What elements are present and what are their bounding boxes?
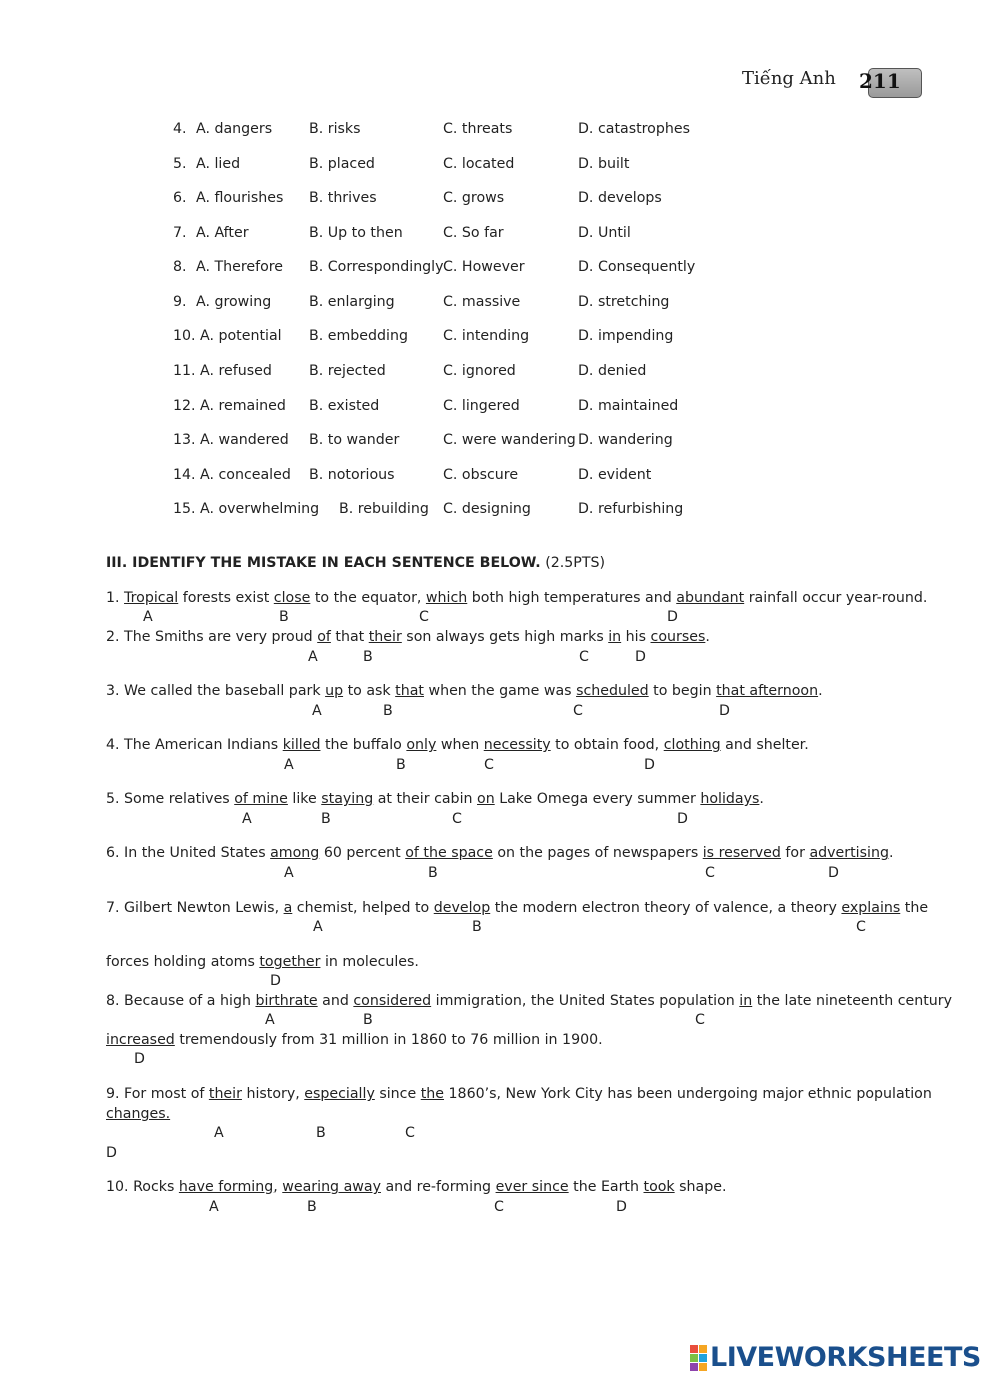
option-d: D. built	[578, 156, 630, 172]
text-segment: .	[705, 629, 710, 645]
underlined-segment: scheduled	[576, 683, 649, 699]
option-c: C. So far	[443, 225, 504, 241]
text-segment: 2. The Smiths are very proud	[106, 629, 318, 645]
answer-label-b: B	[363, 1012, 373, 1028]
text-segment: chemist, helped to	[292, 900, 434, 916]
text-segment: that	[330, 629, 369, 645]
answer-label-c: C	[484, 757, 494, 773]
text-segment: the buffalo	[320, 737, 407, 753]
underlined-segment: in	[608, 629, 622, 645]
answer-label-b: B	[383, 703, 393, 719]
text-segment: in molecules.	[320, 954, 419, 970]
sentence-line	[106, 683, 823, 699]
underlined-segment: took	[643, 1179, 675, 1195]
option-a: A. flourishes	[196, 190, 284, 206]
option-a: A. overwhelming	[200, 501, 320, 517]
option-c: C. ignored	[443, 363, 516, 379]
option-b: B. risks	[309, 121, 361, 137]
text-segment: to begin	[648, 683, 717, 699]
section-points: (2.5PTS)	[545, 555, 606, 571]
text-segment: and re-forming	[380, 1179, 496, 1195]
text-segment: at their cabin	[373, 791, 478, 807]
text-segment: immigration, the United States population	[431, 993, 740, 1009]
answer-label-a: A	[284, 757, 294, 773]
text-segment: 10. Rocks	[106, 1179, 179, 1195]
underlined-segment: in	[739, 993, 753, 1009]
text-segment: his	[621, 629, 651, 645]
page-number: 211	[859, 69, 901, 93]
text-segment: son always gets high marks	[401, 629, 609, 645]
text-segment: 1.	[106, 590, 125, 606]
answer-label-a: A	[209, 1199, 219, 1215]
option-d: D. Consequently	[578, 259, 696, 275]
section-heading: III. IDENTIFY THE MISTAKE IN EACH SENTENCE BELOW.	[106, 555, 541, 571]
answer-label-c: C	[579, 649, 589, 665]
answer-label-c: C	[452, 811, 462, 827]
text-segment: .	[759, 791, 764, 807]
text-segment: 8. Because of a high	[106, 993, 256, 1009]
answer-label-c: C	[705, 865, 715, 881]
sentence-line	[106, 1086, 932, 1102]
answer-label-b: B	[316, 1125, 326, 1141]
underlined-segment: explains	[841, 900, 901, 916]
logo-mark-icon	[690, 1345, 707, 1371]
sentence-line	[106, 1179, 726, 1195]
answer-label-d: D	[134, 1051, 145, 1067]
answer-label-d: D	[719, 703, 730, 719]
text-segment: 3. We called the baseball park	[106, 683, 326, 699]
sentence-line	[106, 590, 927, 606]
sentence-line	[106, 737, 809, 753]
underlined-segment: on	[477, 791, 495, 807]
text-segment: when	[436, 737, 484, 753]
option-d: D. refurbishing	[578, 501, 684, 517]
option-b: B. rebuilding	[339, 501, 429, 517]
text-segment: rainfall occur year-round.	[744, 590, 928, 606]
underlined-segment: ever since	[495, 1179, 569, 1195]
subject-title: Tiếng Anh	[742, 68, 836, 89]
option-a: A. After	[196, 225, 249, 241]
option-number: 7.	[173, 225, 187, 241]
answer-label-d: D	[616, 1199, 627, 1215]
option-a: A. refused	[200, 363, 272, 379]
option-d: D. wandering	[578, 432, 673, 448]
underlined-segment: that afternoon	[716, 683, 819, 699]
option-c: C. obscure	[443, 467, 519, 483]
text-segment: to ask	[343, 683, 396, 699]
answer-label-c: C	[419, 609, 429, 625]
underlined-segment: necessity	[483, 737, 551, 753]
section-title	[106, 555, 605, 571]
sentence-line	[106, 1106, 170, 1122]
sentence-line	[106, 791, 764, 807]
text-segment: forests exist	[178, 590, 274, 606]
answer-label-a: A	[284, 865, 294, 881]
underlined-segment: of the space	[405, 845, 493, 861]
text-segment: the	[900, 900, 929, 916]
text-segment: shape.	[674, 1179, 727, 1195]
sentence-line	[106, 993, 952, 1009]
underlined-segment: abundant	[676, 590, 745, 606]
sentence-line	[106, 954, 419, 970]
option-d: D. maintained	[578, 398, 679, 414]
option-a: A. dangers	[196, 121, 273, 137]
option-c: C. However	[443, 259, 525, 275]
text-segment: .	[888, 845, 894, 861]
option-b: B. placed	[309, 156, 375, 172]
answer-label-a: A	[313, 919, 323, 935]
answer-label-a: A	[265, 1012, 275, 1028]
option-c: C. massive	[443, 294, 521, 310]
sentence-line	[106, 629, 710, 645]
option-c: C. located	[443, 156, 515, 172]
option-d: D. develops	[578, 190, 662, 206]
option-b: B. thrives	[309, 190, 377, 206]
option-a: A. wandered	[200, 432, 289, 448]
liveworksheets-logo	[690, 1342, 981, 1373]
option-c: C. were wandering	[443, 432, 576, 448]
option-b: B. rejected	[309, 363, 386, 379]
option-a: A. potential	[200, 328, 282, 344]
logo-text: LIVEWORKSHEETS	[710, 1342, 981, 1373]
underlined-segment: of	[317, 629, 331, 645]
option-c: C. designing	[443, 501, 531, 517]
option-d: D. stretching	[578, 294, 670, 310]
option-number: 10.	[173, 328, 196, 344]
underlined-segment: that	[395, 683, 424, 699]
text-segment: history,	[241, 1086, 305, 1102]
option-number: 14.	[173, 467, 196, 483]
text-segment: and shelter.	[720, 737, 809, 753]
option-a: A. remained	[200, 398, 286, 414]
text-segment: tremendously from 31 million in 1860 to 76 million in 1900.	[174, 1032, 603, 1048]
option-b: B. Correspondingly	[309, 259, 444, 275]
answer-label-c: C	[856, 919, 866, 935]
option-b: B. notorious	[309, 467, 395, 483]
underlined-segment: especially	[304, 1086, 375, 1102]
option-number: 4.	[173, 121, 187, 137]
text-segment: since	[374, 1086, 421, 1102]
answer-label-a: A	[214, 1125, 224, 1141]
answer-label-b: B	[428, 865, 438, 881]
option-d: D. catastrophes	[578, 121, 690, 137]
option-number: 12.	[173, 398, 196, 414]
underlined-segment: courses	[650, 629, 706, 645]
logo-square	[699, 1345, 707, 1353]
option-c: C. intending	[443, 328, 530, 344]
text-segment: to the equator,	[310, 590, 426, 606]
underlined-segment: their	[368, 629, 402, 645]
answer-label-b: B	[321, 811, 331, 827]
underlined-segment: the	[420, 1086, 445, 1102]
underlined-segment: their	[208, 1086, 242, 1102]
underlined-segment: increased	[106, 1032, 175, 1048]
underlined-segment: changes.	[106, 1106, 171, 1122]
option-b: B. enlarging	[309, 294, 395, 310]
option-a: A. growing	[196, 294, 272, 310]
text-segment: ,	[273, 1179, 283, 1195]
underlined-segment: among	[270, 845, 320, 861]
answer-label-c: C	[573, 703, 583, 719]
logo-square	[690, 1354, 698, 1362]
option-number: 15.	[173, 501, 196, 517]
underlined-segment: wearing away	[282, 1179, 381, 1195]
option-b: B. Up to then	[309, 225, 403, 241]
text-segment: like	[287, 791, 322, 807]
option-c: C. lingered	[443, 398, 520, 414]
underlined-segment: have forming	[178, 1179, 274, 1195]
text-segment: 1860’s, New York City has been undergoing major ethnic population	[444, 1086, 932, 1102]
text-segment: for	[780, 845, 810, 861]
logo-square	[699, 1363, 707, 1371]
option-b: B. to wander	[309, 432, 400, 448]
answer-label-d: D	[635, 649, 646, 665]
option-a: A. concealed	[200, 467, 291, 483]
answer-label-a: A	[312, 703, 322, 719]
text-segment: both high temperatures and	[467, 590, 677, 606]
option-c: C. grows	[443, 190, 505, 206]
text-segment: forces holding atoms	[106, 954, 260, 970]
underlined-segment: close	[273, 590, 311, 606]
answer-label-b: B	[472, 919, 482, 935]
underlined-segment: considered	[353, 993, 432, 1009]
underlined-segment: of mine	[234, 791, 288, 807]
answer-label-a: A	[143, 609, 153, 625]
option-b: B. existed	[309, 398, 380, 414]
answer-label-c: C	[494, 1199, 504, 1215]
underlined-segment: holidays	[700, 791, 760, 807]
text-segment: 60 percent	[319, 845, 406, 861]
logo-square	[690, 1363, 698, 1371]
option-d: D. evident	[578, 467, 652, 483]
text-segment: the Earth	[568, 1179, 644, 1195]
text-segment: on the pages of newspapers	[492, 845, 703, 861]
underlined-segment: a	[283, 900, 293, 916]
answer-label-d: D	[644, 757, 655, 773]
answer-label-d: D	[828, 865, 839, 881]
option-c: C. threats	[443, 121, 513, 137]
text-segment: when the game was	[423, 683, 577, 699]
answer-label-d: D	[106, 1145, 117, 1161]
text-segment: 4. The American Indians	[106, 737, 283, 753]
option-number: 6.	[173, 190, 187, 206]
page-number-badge	[859, 68, 922, 98]
text-segment: and	[317, 993, 354, 1009]
answer-label-c: C	[695, 1012, 705, 1028]
sentence-line	[106, 900, 928, 916]
option-number: 5.	[173, 156, 187, 172]
text-segment: 9. For most of	[106, 1086, 209, 1102]
answer-label-d: D	[270, 973, 281, 989]
underlined-segment: together	[259, 954, 321, 970]
sentence-line	[106, 845, 893, 861]
text-segment: 6. In the United States	[106, 845, 271, 861]
underlined-segment: only	[406, 737, 437, 753]
option-d: D. denied	[578, 363, 647, 379]
text-segment: .	[818, 683, 823, 699]
text-segment: Lake Omega every summer	[494, 791, 701, 807]
text-segment: 7. Gilbert Newton Lewis,	[106, 900, 284, 916]
text-segment: to obtain food,	[550, 737, 664, 753]
option-b: B. embedding	[309, 328, 408, 344]
sentence-line	[106, 1032, 603, 1048]
option-number: 11.	[173, 363, 196, 379]
answer-label-a: A	[308, 649, 318, 665]
underlined-segment: up	[325, 683, 344, 699]
underlined-segment: clothing	[663, 737, 721, 753]
answer-label-c: C	[405, 1125, 415, 1141]
text-segment: the late nineteenth century	[752, 993, 953, 1009]
option-number: 8.	[173, 259, 187, 275]
underlined-segment: which	[425, 590, 468, 606]
underlined-segment: develop	[433, 900, 491, 916]
answer-label-d: D	[677, 811, 688, 827]
text-segment: the modern electron theory of valence, a theory	[490, 900, 842, 916]
answer-label-b: B	[279, 609, 289, 625]
option-number: 13.	[173, 432, 196, 448]
logo-square	[699, 1354, 707, 1362]
underlined-segment: staying	[321, 791, 374, 807]
logo-square	[690, 1345, 698, 1353]
answer-label-b: B	[396, 757, 406, 773]
answer-label-b: B	[307, 1199, 317, 1215]
answer-label-a: A	[242, 811, 252, 827]
underlined-segment: advertising	[809, 845, 889, 861]
option-a: A. lied	[196, 156, 241, 172]
underlined-segment: is reserved	[702, 845, 781, 861]
text-segment: 5. Some relatives	[106, 791, 235, 807]
option-d: D. impending	[578, 328, 674, 344]
underlined-segment: birthrate	[255, 993, 318, 1009]
answer-label-b: B	[363, 649, 373, 665]
option-d: D. Until	[578, 225, 631, 241]
underlined-segment: Tropical	[124, 590, 179, 606]
underlined-segment: killed	[282, 737, 321, 753]
answer-label-d: D	[667, 609, 678, 625]
option-a: A. Therefore	[196, 259, 284, 275]
option-number: 9.	[173, 294, 187, 310]
